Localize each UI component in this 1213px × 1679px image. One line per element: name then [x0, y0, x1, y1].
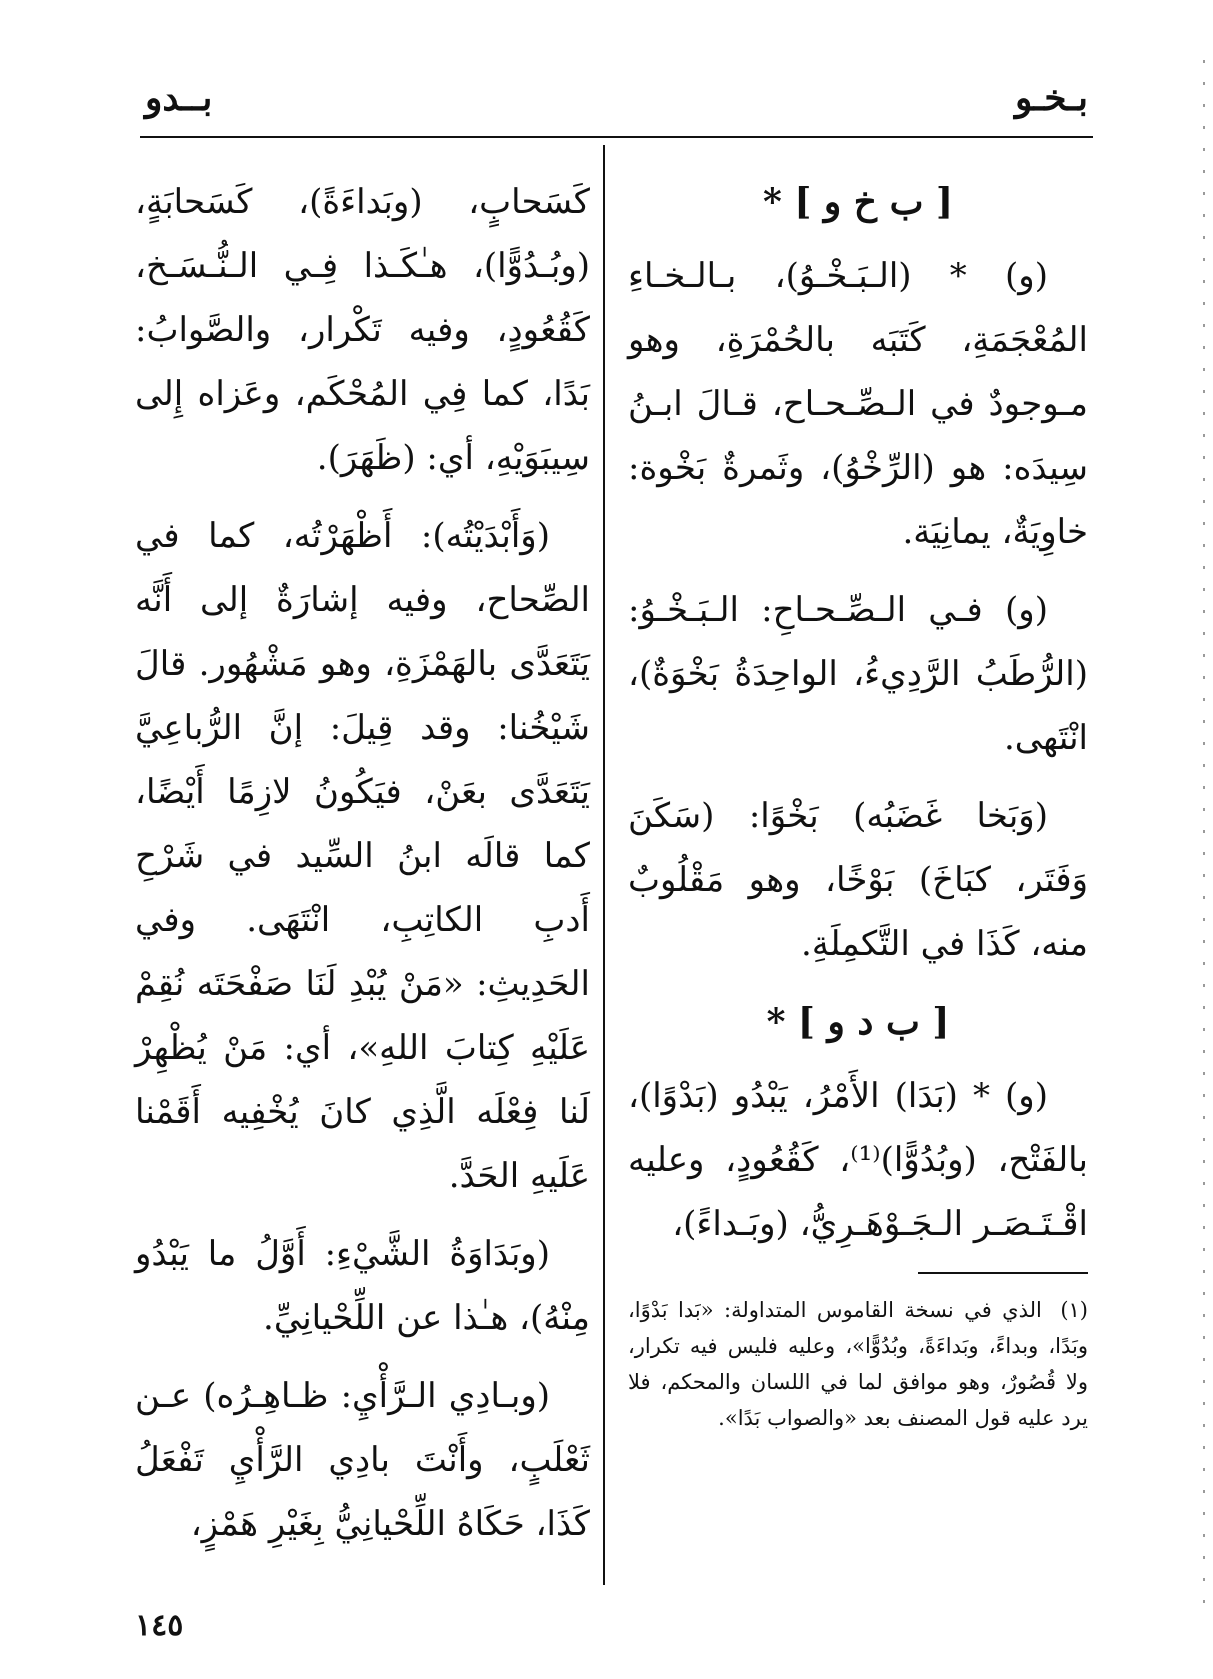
paragraph: (وَأَبْدَيْتُه): أَظْهَرْتُه، كما في الصِّحاح، وفيه إشارَةٌ إلى أَنَّه يَتَعَدَّى بالهَمْزَةِ، وهو مَشْهُور. قالَ شَيْخُنا: وقد قِيلَ: إنَّ الرُّباعِيَّ يَتَعَدَّى بعَنْ، فيَكُونُ لازِمًا أَيْضًا، كما قالَه ابنُ السِّيد في شَرْحِ أَدبِ الكاتِبِ، انْتَهَى. وفي الحَدِيثِ: «مَنْ يُبْدِ لَنَا صَفْحَتَه نُقِمْ عَلَيْهِ كِتابَ اللهِ»، أي: مَنْ يُظْهِرْ لَنا فِعْلَه الَّذِي كانَ يُخْفِيه أَقَمْنا عَلَيهِ الحَدَّ. — [135, 516, 590, 1196]
footnote — [628, 1292, 1088, 1436]
entry-heading-bkhw: [ ب خ و ] * — [762, 181, 954, 223]
paragraph: (وبَدَاوَةُ الشَّيْءِ: أَوَّلُ ما يَبْدُو مِنْهُ)، هـٰذا عن اللِّحْيانِيِّ. — [135, 1234, 590, 1338]
page-number: ١٤٥ — [135, 1608, 184, 1643]
left-column — [135, 170, 590, 1570]
footnote-text: الذي في نسخة القاموس المتداولة: «بَدا بَدْوًا، وبَدًا، وبداءً، وبَداءَةً، وبُدُوًّا»، وعليه فليس فيه تكرار، ولا قُصُورٌ، وهو موافق لما في اللسان والمحكم، فلا يرد عليه قول المصنف بعد «والصواب بَدًا». — [628, 1298, 1088, 1430]
paragraph: كَسَحابٍ، (وبَداءَةً)، كَسَحابَةٍ، (وبُـدُوًّا)، هـٰكَـذا فِـي الـنُّـسَـخ، كَقُعُودٍ، وفيه تَكْرار، والصَّوابُ: بَدًا، كما فِي المُحْكَم، وعَزاه إِلى سِيبَوَيْهِ، أي: (ظَهَرَ). — [135, 182, 590, 478]
footnote-number: (١) — [1060, 1298, 1088, 1322]
running-head-left: بــدو — [145, 77, 213, 119]
paragraph: (و) فـي الـصِّـحـاحِ: الـبَـخْـوُ: (الرُّطَبُ الرَّدِيءُ، الواحِدَةُ بَخْوَةٌ)، انْتَهى. — [628, 590, 1088, 758]
paragraph: (و) * (بَدَا) الأَمْرُ، يَبْدُو (بَدْوًا)، بالفَتْح، (وبُدُوًّا)⁽¹⁾، كَقُعُودٍ، وعليه اقْـتَـصَـر الـجَـوْهَـرِيُّ، (وبَـداءً)، — [628, 1076, 1089, 1244]
footnote-rule — [918, 1272, 1088, 1274]
right-column — [628, 170, 1088, 1436]
header-rule — [140, 136, 1093, 138]
running-head-right: بـخـو — [1015, 77, 1088, 119]
paragraph: (و) * (الـبَـخْـوُ)، بـالـخـاءِ المُعْجَمَةِ، كَتَبَه بالحُمْرَةِ، وهو مـوجودٌ في الـصِّـحـاح، قـالَ ابـنُ سِيدَه: هو (الرِّخْوُ)، وثَمرةٌ بَخْوة: خاوِيَةٌ، يمانِيَة. — [628, 256, 1088, 552]
scan-edge-marks — [1203, 60, 1205, 1620]
paragraph: (وبـادِي الـرَّأْيِ: ظـاهِـرُه) عـن ثَعْلَبٍ، وأَنْتَ بادِي الرَّأْيِ تَفْعَلُ كَذَا، حَكَاهُ اللِّحْيانِيُّ بِغَيْرِ هَمْزٍ، — [135, 1376, 590, 1544]
paragraph: (وَبَخا غَضَبُه) بَخْوًا: (سَكَنَ وَفَتَر، كبَاخَ) بَوْخًا، وهو مَقْلُوبٌ منه، كَذَا في التَّكمِلَةِ. — [628, 796, 1088, 964]
entry-heading-bdw: [ ب د و ] * — [766, 1001, 950, 1043]
column-divider — [603, 145, 605, 1585]
